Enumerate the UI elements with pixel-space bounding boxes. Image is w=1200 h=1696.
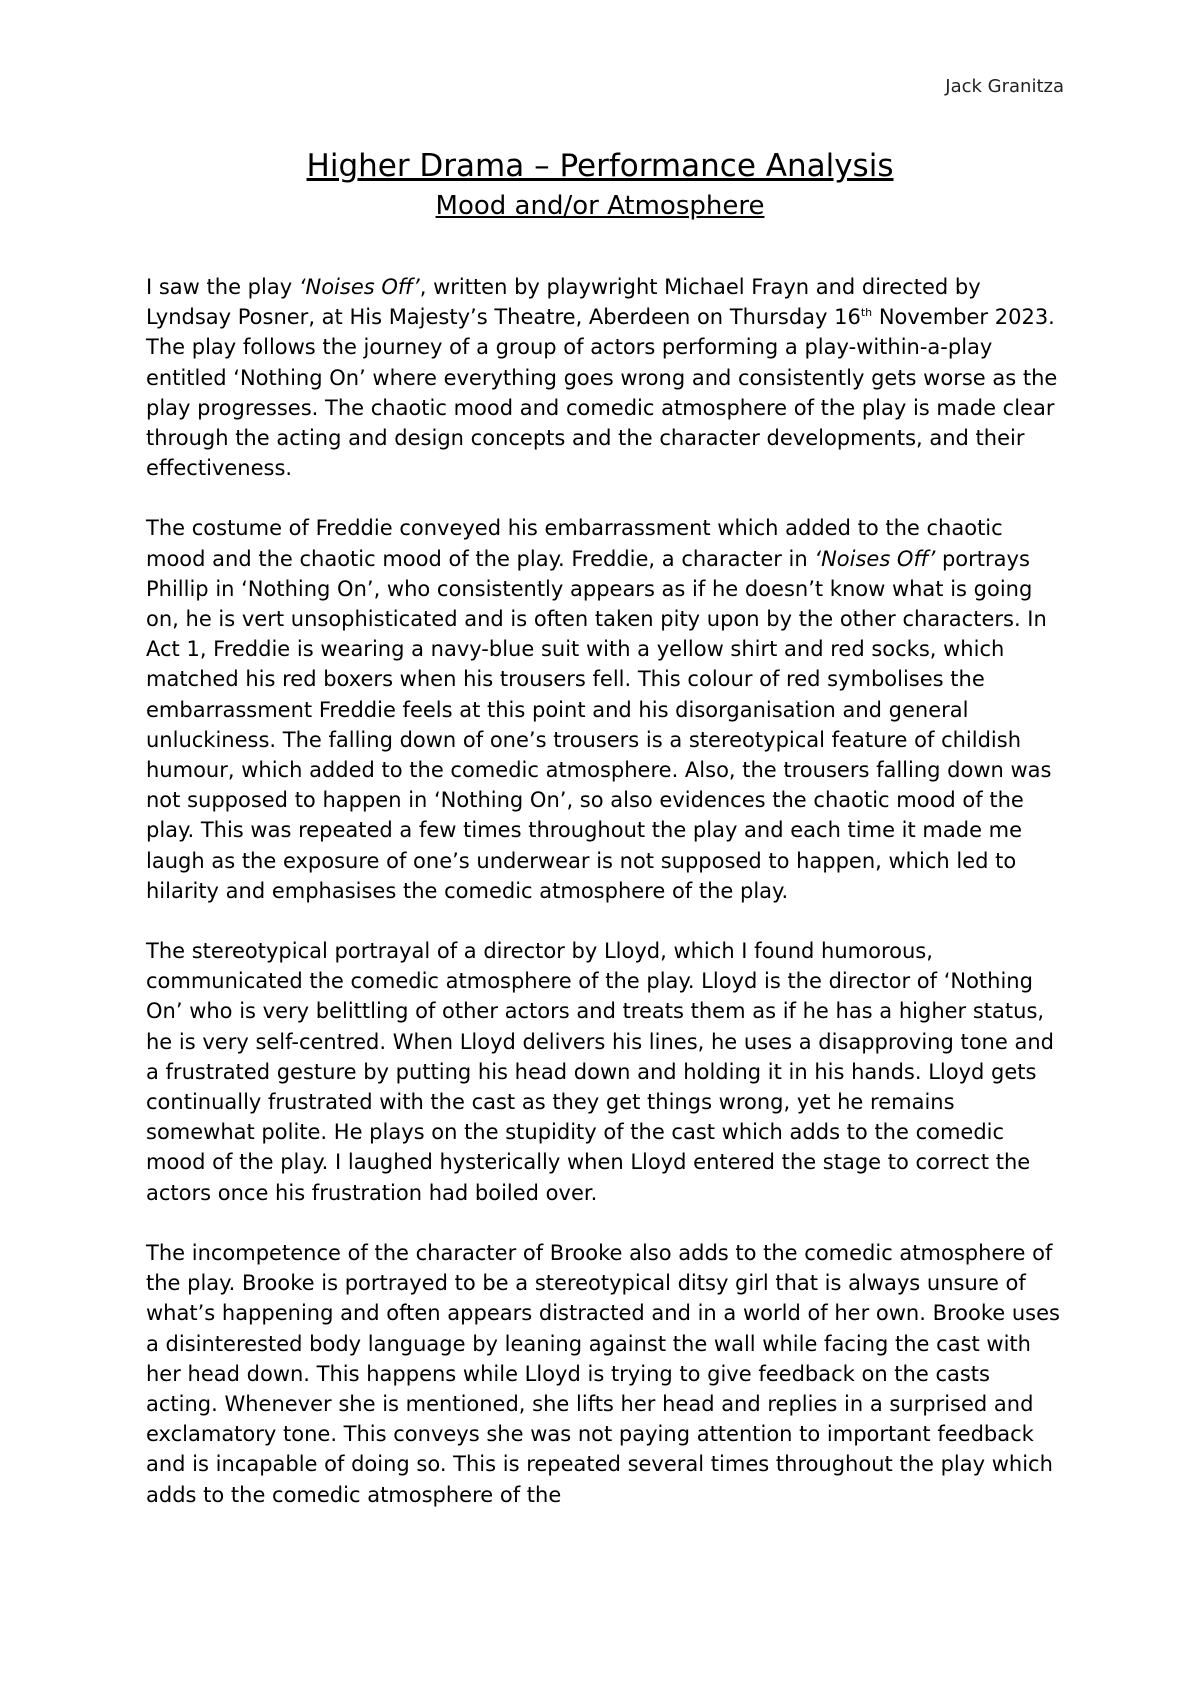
paragraph-text: The costume of Freddie conveyed his embarrassment which added to the chaotic mood and the chaotic mood of the play. Freddie, a character in xyxy=(146,516,1003,571)
paragraph-brooke: The incompetence of the character of Brooke also adds to the comedic atmosphere of the play. Brooke is portrayed to be a stereotypical ditsy girl that is always unsure of what’s happening and often appears distracted and in a world of her own. Brooke uses a disinterested body language by leaning against the wall while facing the cast with her head down. This happens while Lloyd is trying to give feedback on the casts acting. Whenever she is mentioned, she lifts her head and replies in a surprised and exclamatory tone. This conveys she was not paying attention to important feedback and is incapable of doing so. This is repeated several times throughout the play which adds to the comedic atmosphere of the xyxy=(146,1240,1060,1507)
author-name: Jack Granitza xyxy=(945,76,1064,97)
paragraph-intro xyxy=(146,272,1066,483)
play-title: ‘Noises Off’ xyxy=(814,546,936,571)
document-subtitle: Mood and/or Atmosphere xyxy=(435,191,765,221)
paragraph-freddie xyxy=(146,513,1066,906)
paragraph-text: portrays Phillip in ‘Nothing On’, who consistently appears as if he doesn’t know what is going on, he is vert unsophisticated and is often taken pity upon by the other characters. In Act 1, Freddie is wearing a navy-blue suit with a yellow shirt and red socks, which matched his red boxers when his trousers fell. This colour of red symbolises the embarrassment Freddie feels at this point and his disorganisation and general unluckiness. The falling down of one’s trousers is a stereotypical feature of childish humour, which added to the comedic atmosphere. Also, the trousers falling down was not supposed to happen in ‘Nothing On’, so also evidences the chaotic mood of the play. This was repeated a few times throughout the play and each time it made me laugh as the exposure of one’s underwear is not supposed to happen, which led to hilarity and emphasises the comedic atmosphere of the play. xyxy=(146,546,1052,903)
essay-body xyxy=(146,272,1066,1540)
paragraph-text: I saw the play xyxy=(146,275,299,299)
paragraph-text: November 2023. The play follows the journey of a group of actors performing a play-within-a-play entitled ‘Nothing On’ where everything goes wrong and consistently gets worse as the play progresses. The chaotic mood and comedic atmosphere of the play is made clear through the acting and design concepts and the character developments, and their effectiveness. xyxy=(146,305,1058,481)
play-title: ‘Noises Off’ xyxy=(298,275,420,299)
paragraph-text: , written by playwright Michael Frayn and directed by Lyndsay Posner, at His Majesty’s Theatre, Aberdeen on Thursday 16 xyxy=(146,275,981,330)
paragraph-lloyd: The stereotypical portrayal of a director by Lloyd, which I found humorous, communicated the comedic atmosphere of the play. Lloyd is the director of ‘Nothing On’ who is very belittling of other actors and treats them as if he has a higher status, he is very self-centred. When Lloyd delivers his lines, he uses a disapproving tone and a frustrated gesture by putting his head down and holding it in his hands. Lloyd gets continually frustrated with the cast as they get things wrong, yet he remains somewhat polite. He plays on the stupidity of the cast which adds to the comedic mood of the play. I laughed hysterically when Lloyd entered the stage to correct the actors once his frustration had boiled over. xyxy=(146,939,1054,1205)
title-block xyxy=(0,146,1200,224)
document-title: Higher Drama – Performance Analysis xyxy=(306,148,894,184)
ordinal-suffix: th xyxy=(860,306,873,320)
